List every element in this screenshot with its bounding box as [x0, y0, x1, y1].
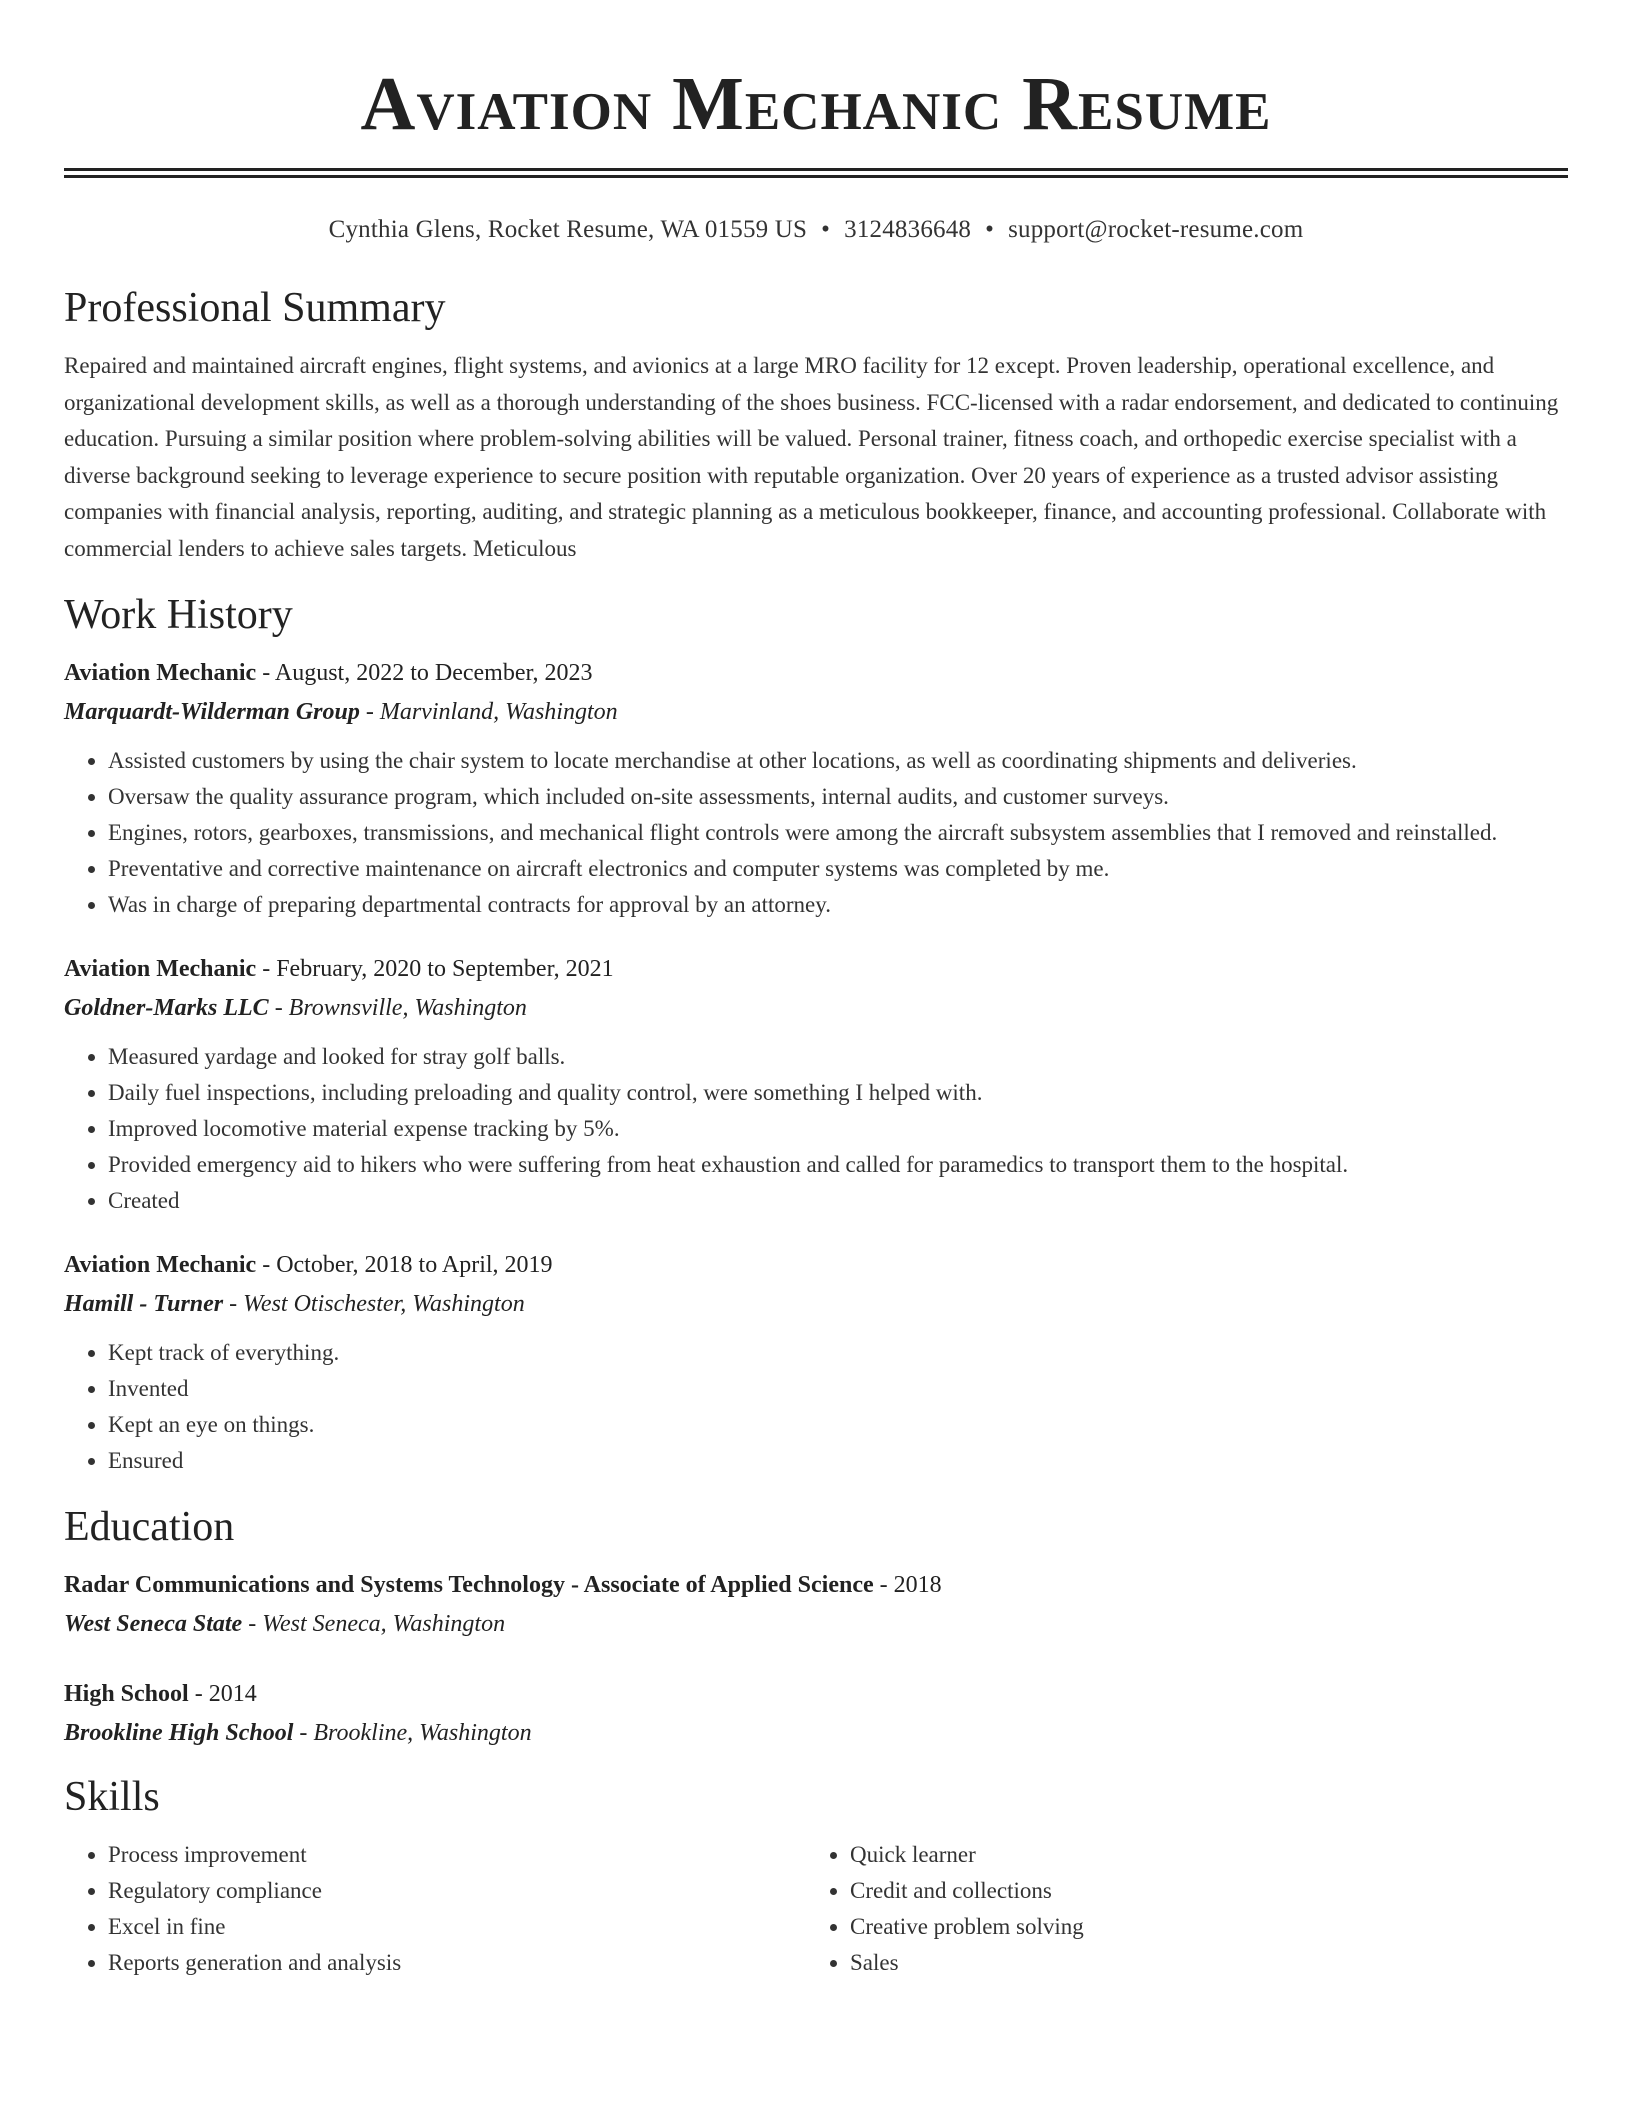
skill-item: • Sales	[850, 1945, 1548, 1981]
list-item: • Kept track of everything.	[108, 1335, 1568, 1371]
skills-columns	[64, 1837, 1568, 1981]
job-dates: - October, 2018 to April, 2019	[256, 1252, 553, 1278]
education-degree-line	[64, 1678, 1568, 1710]
job-title-line	[64, 953, 1568, 985]
job-entry	[64, 1249, 1568, 1479]
job-company-line	[64, 1288, 1568, 1320]
list-item: • Improved locomotive material expense tracking by 5%.	[108, 1111, 1568, 1147]
job-entry	[64, 657, 1568, 923]
job-company: Marquardt-Wilderman Group	[64, 699, 360, 725]
skill-item: • Regulatory compliance	[108, 1873, 806, 1909]
list-item: • Was in charge of preparing departmental contracts for approval by an attorney.	[108, 887, 1568, 923]
skills-list-right	[806, 1837, 1548, 1981]
list-item: • Preventative and corrective maintenance on aircraft electronics and computer systems was completed by me.	[108, 851, 1568, 887]
summary-text: Repaired and maintained aircraft engines, flight systems, and avionics at a large MRO facility for 12 except. Proven leadership, operational excellence, and organizational development skills, as well as a thorough understanding of the shoes business. FCC-licensed with a radar endorsement, and dedicated to continuing education. Pursuing a similar position where problem-solving abilities will be valued. Personal trainer, fitness coach, and orthopedic exercise specialist with a diverse background seeking to leverage experience to secure position with reputable organization. Over 20 years of experience as a trusted advisor assisting companies with financial analysis, reporting, auditing, and strategic planning as a meticulous bookkeeper, finance, and accounting professional. Collaborate with commercial lenders to achieve sales targets. Meticulous	[64, 353, 1559, 561]
list-item: • Kept an eye on things.	[108, 1407, 1568, 1443]
list-item: • Assisted customers by using the chair system to locate merchandise at other locations, as well as coordinating shipments and deliveries.	[108, 743, 1568, 779]
contact-separator: •	[821, 216, 831, 243]
job-bullet-list	[64, 1039, 1568, 1219]
job-company-line	[64, 696, 1568, 728]
education-degree: Radar Communications and Systems Technology - Associate of Applied Science	[64, 1572, 874, 1598]
skill-item: • Process improvement	[108, 1837, 806, 1873]
education-degree: High School	[64, 1681, 189, 1707]
skill-item: • Credit and collections	[850, 1873, 1548, 1909]
job-company-line	[64, 992, 1568, 1024]
list-item: • Invented	[108, 1371, 1568, 1407]
education-location: - West Seneca, Washington	[242, 1611, 506, 1637]
list-item: • Oversaw the quality assurance program, which included on-site assessments, internal audits, and customer surveys.	[108, 779, 1568, 815]
contact-separator: •	[985, 216, 995, 243]
job-entry	[64, 953, 1568, 1219]
resume-page	[64, 0, 1568, 1981]
education-school: Brookline High School	[64, 1720, 294, 1746]
list-item: • Daily fuel inspections, including preloading and quality control, were something I helped with.	[108, 1075, 1568, 1111]
job-title: Aviation Mechanic	[64, 1252, 257, 1278]
list-item: • Created	[108, 1183, 1568, 1219]
list-item: • Provided emergency aid to hikers who were suffering from heat exhaustion and called for paramedics to transport them to the hospital.	[108, 1147, 1568, 1183]
list-item: • Ensured	[108, 1443, 1568, 1479]
education-year: - 2014	[188, 1681, 257, 1707]
contact-email: support@rocket-resume.com	[1008, 216, 1304, 243]
skill-item: • Quick learner	[850, 1837, 1548, 1873]
contact-address: Cynthia Glens, Rocket Resume, WA 01559 US	[328, 216, 808, 243]
skills-heading: Skills	[64, 1774, 160, 1820]
job-dates: - February, 2020 to September, 2021	[256, 956, 614, 982]
education-school-line	[64, 1717, 1568, 1749]
job-bullet-list	[64, 1335, 1568, 1479]
job-location: - Brownsville, Washington	[268, 995, 527, 1021]
education-entry	[64, 1678, 1568, 1749]
job-dates: - August, 2022 to December, 2023	[256, 660, 593, 686]
education-school: West Seneca State	[64, 1611, 243, 1637]
list-item: • Measured yardage and looked for stray golf balls.	[108, 1039, 1568, 1075]
education-entry	[64, 1569, 1568, 1640]
contact-phone: 3124836648	[844, 216, 972, 243]
skills-list-left	[64, 1837, 806, 1981]
job-bullet-list	[64, 743, 1568, 923]
job-location: - Marvinland, Washington	[359, 699, 618, 725]
education-degree-line	[64, 1569, 1568, 1601]
job-title-line	[64, 1249, 1568, 1281]
job-company: Goldner-Marks LLC	[64, 995, 269, 1021]
job-title: Aviation Mechanic	[64, 660, 257, 686]
skill-item: • Reports generation and analysis	[108, 1945, 806, 1981]
job-company: Hamill - Turner	[64, 1291, 224, 1317]
job-title-line	[64, 657, 1568, 689]
education-heading: Education	[64, 1504, 235, 1550]
contact-line	[64, 214, 1568, 246]
job-location: - West Otischester, Washington	[223, 1291, 525, 1317]
title-double-rule	[64, 168, 1568, 178]
resume-title: Aviation Mechanic Resume	[360, 62, 1272, 146]
skill-item: • Creative problem solving	[850, 1909, 1548, 1945]
work-history-heading: Work History	[64, 592, 293, 638]
list-item: • Engines, rotors, gearboxes, transmissions, and mechanical flight controls were among the aircraft subsystem assemblies that I removed and reinstalled.	[108, 815, 1568, 851]
job-title: Aviation Mechanic	[64, 956, 257, 982]
education-school-line	[64, 1608, 1568, 1640]
education-year: - 2018	[873, 1572, 942, 1598]
summary-heading: Professional Summary	[64, 285, 446, 331]
skill-item: • Excel in fine	[108, 1909, 806, 1945]
education-location: - Brookline, Washington	[293, 1720, 532, 1746]
